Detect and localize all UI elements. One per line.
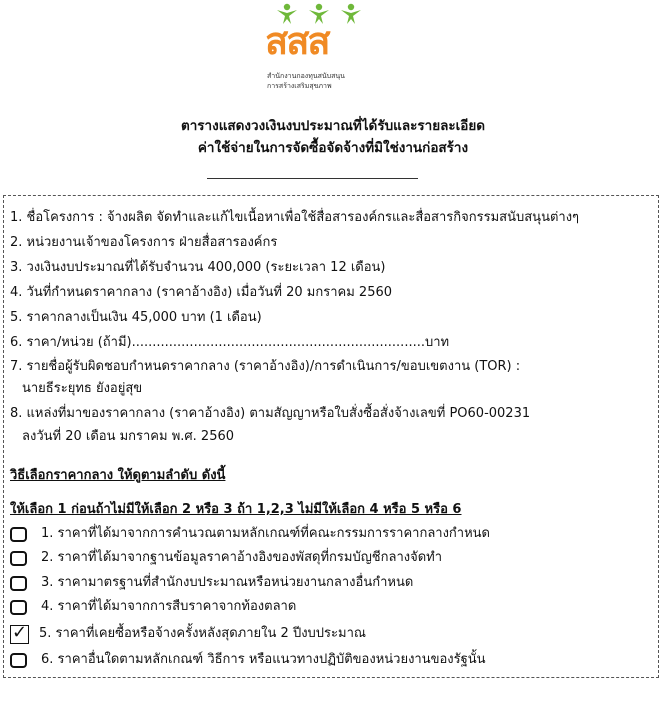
- item-median-price: 5. ราคากลางเป็นเงิน 45,000 บาท (1 เดือน): [10, 310, 262, 325]
- item-responsible-heading: 7. รายชื่อผู้รับผิดชอบกำหนดราคากลาง (ราคาอ้างอิง)/การดำเนินการ/ขอบเขตงาน (TOR) :: [10, 359, 521, 374]
- item-price-source-date: ลงวันที่ 20 เดือน มกราคม พ.ศ. 2560: [22, 429, 235, 444]
- item-price-source: 8. แหล่งที่มาของราคากลาง (ราคาอ้างอิง) ตามสัญญาหรือใบสั่งซื้อสั่งจ้างเลขที่ PO60-00231: [10, 406, 531, 421]
- option-2-label: 2. ราคาที่ได้มาจากฐานข้อมูลราคาอ้างอิงของพัสดุที่กรมบัญชีกลางจัดทำ: [41, 550, 443, 565]
- option-3[interactable]: [10, 573, 413, 593]
- logo-subtitle-2: การสร้างเสริมสุขภาพ: [267, 82, 332, 90]
- document-title-line-1: ตารางแสดงวงเงินงบประมาณที่ได้รับและรายละเอียด: [180, 118, 486, 134]
- option-1[interactable]: [10, 524, 490, 544]
- checkbox-3[interactable]: [10, 576, 27, 591]
- option-5-label: 5. ราคาที่เคยซื้อหรือจ้างครั้งหลังสุดภายใน 2 ปีงบประมาณ: [39, 626, 366, 641]
- option-6[interactable]: [10, 650, 486, 670]
- option-2[interactable]: [10, 548, 442, 568]
- item-responsible-name: นายธีระยุทธ ยังอยู่สุข: [22, 381, 143, 396]
- option-4-label: 4. ราคาที่ได้มาจากการสืบราคาจากท้องตลาด: [41, 599, 297, 614]
- check-mark-icon: ✓: [12, 621, 28, 643]
- checkbox-4[interactable]: [10, 600, 27, 615]
- method-rule: ให้เลือก 1 ก่อนถ้าไม่มีให้เลือก 2 หรือ 3 ถ้า 1,2,3 ไม่มีให้เลือก 4 หรือ 5 หรือ 6: [10, 502, 462, 517]
- option-1-label: 1. ราคาที่ได้มาจากการคำนวณตามหลักเกณฑ์ที่คณะกรรมการราคากลางกำหนด: [41, 526, 491, 541]
- checkbox-1[interactable]: [10, 527, 27, 542]
- document-title-line-2: ค่าใช้จ่ายในการจัดซื้อจัดจ้างที่มิใช่งานก่อสร้าง: [197, 140, 469, 156]
- item-owner-unit: 2. หน่วยงานเจ้าของโครงการ ฝ่ายสื่อสารองค์กร: [10, 235, 278, 250]
- checkbox-6[interactable]: [10, 653, 27, 668]
- option-6-label: 6. ราคาอื่นใดตามหลักเกณฑ์ วิธีการ หรือแนวทางปฏิบัติของหน่วยงานของรัฐนั้น: [41, 652, 486, 667]
- option-3-label: 3. ราคามาตรฐานที่สำนักงบประมาณหรือหน่วยงานกลางอื่นกำหนด: [41, 575, 414, 590]
- option-5[interactable]: [10, 621, 366, 644]
- logo-subtitle-1: สำนักงานกองทุนสนับสนุน: [267, 72, 345, 80]
- checkbox-5-checked[interactable]: [10, 621, 29, 644]
- logo-wordmark: สสส: [265, 19, 329, 63]
- title-divider: [207, 178, 418, 179]
- item-unit-price: 6. ราคา/หน่วย (ถ้ามี).......................................................................บาท: [10, 335, 450, 350]
- thaihealth-logo: [263, 2, 373, 94]
- item-budget: 3. วงเงินงบประมาณที่ได้รับจำนวน 400,000 (ระยะเวลา 12 เดือน): [10, 260, 386, 275]
- checkbox-2[interactable]: [10, 551, 27, 566]
- item-reference-date: 4. วันที่กำหนดราคากลาง (ราคาอ้างอิง) เมื่อวันที่ 20 มกราคม 2560: [10, 285, 393, 300]
- option-4[interactable]: [10, 597, 296, 617]
- method-heading: วิธีเลือกราคากลาง ให้ดูตามลำดับ ดังนี้: [10, 468, 226, 483]
- item-project-name: 1. ชื่อโครงการ : จ้างผลิต จัดทำและแก้ไขเนื้อหาเพื่อใช้สื่อสารองค์กรและสื่อสารกิจกรรมสนับสนุนต่างๆ: [10, 210, 580, 225]
